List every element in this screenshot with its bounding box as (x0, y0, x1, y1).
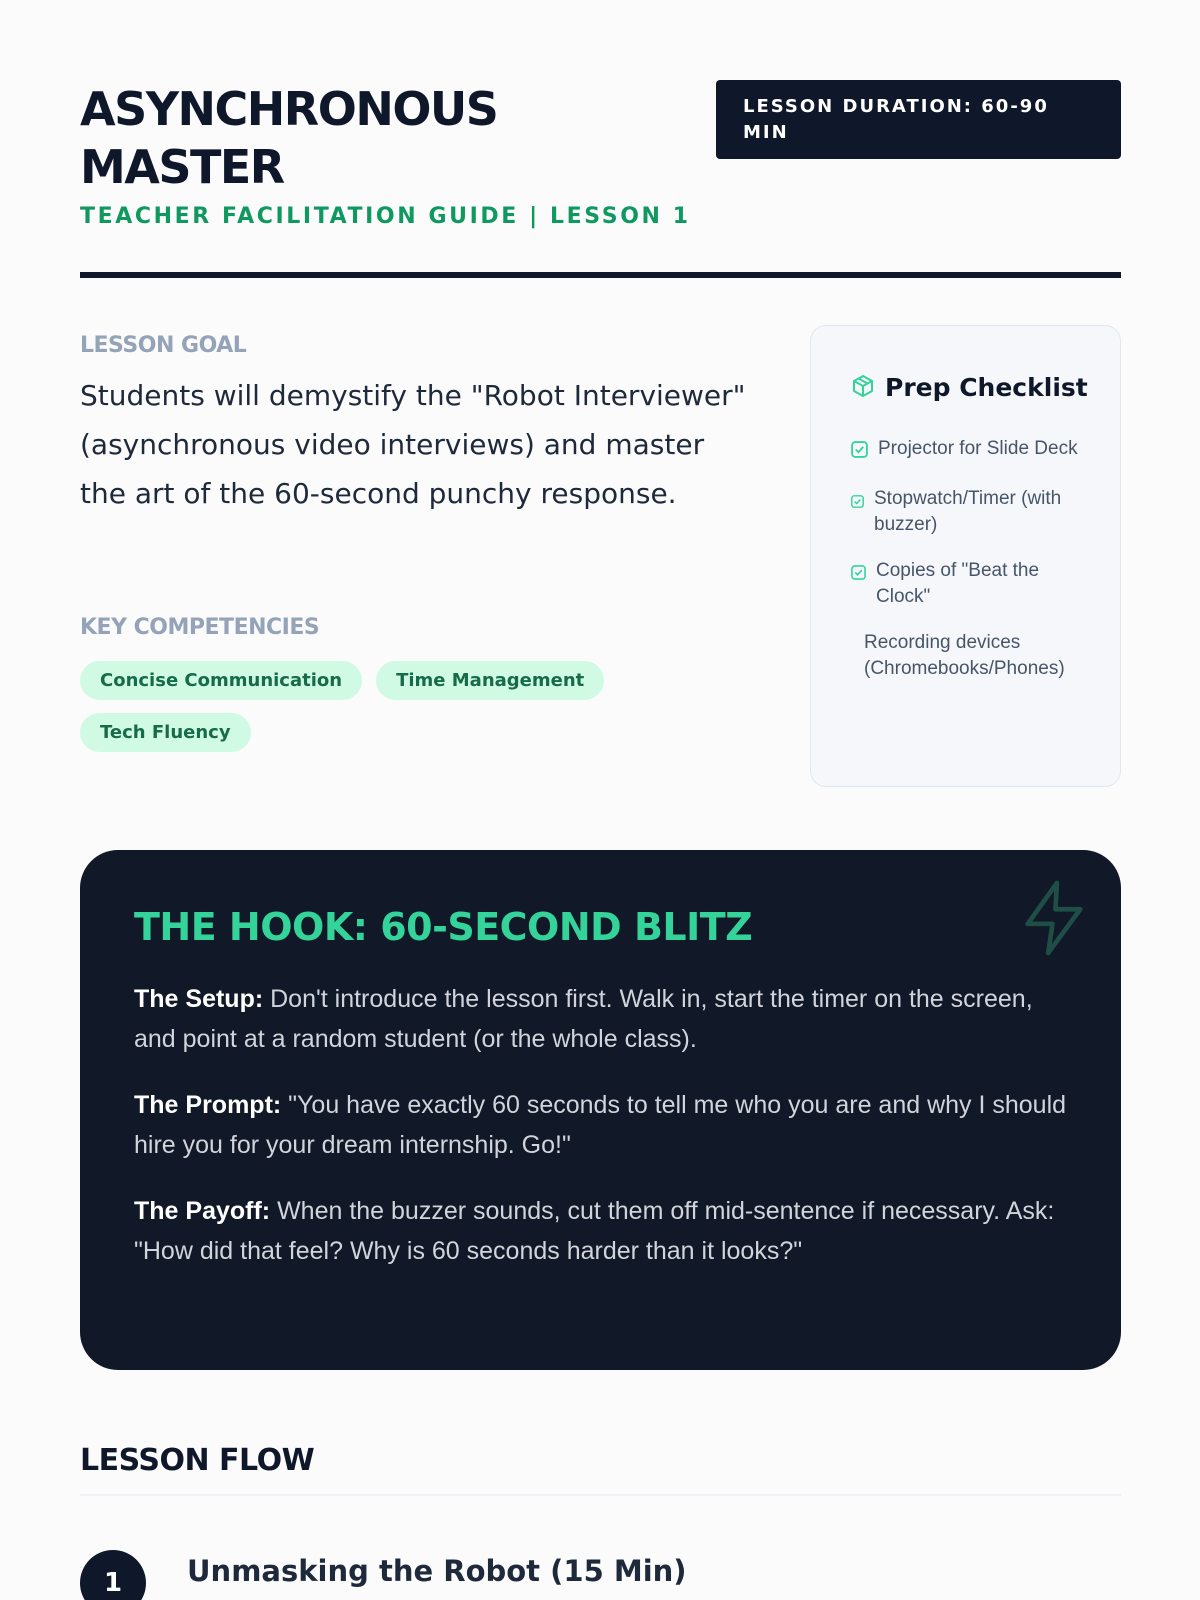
competencies-label: KEY COMPETENCIES (80, 615, 320, 640)
competency-chips (80, 661, 640, 752)
checklist-item (851, 486, 1092, 538)
checkbox-icon (851, 490, 864, 538)
checklist-item-label: Copies of "Beat the Clock" (876, 560, 1040, 607)
checklist-title: Prep Checklist (885, 373, 1088, 402)
header (80, 80, 1120, 277)
duration-badge: LESSON DURATION: 60-90 MIN (716, 80, 1121, 159)
header-divider (80, 272, 1121, 278)
competency-chip: Concise Communication (80, 661, 362, 700)
lesson-flow-title: LESSON FLOW (80, 1443, 315, 1478)
checklist-item-label: Stopwatch/Timer (with buzzer) (874, 488, 1062, 535)
hook-prompt-paragraph (134, 1085, 1067, 1165)
prep-checklist-card (810, 325, 1121, 787)
lesson-flow-step (80, 1550, 1120, 1600)
checklist-item-label: Projector for Slide Deck (878, 438, 1078, 459)
checklist-item (851, 630, 1092, 682)
cube-icon (851, 374, 875, 403)
hook-prompt-lead: The Prompt: (134, 1091, 282, 1119)
competency-chip: Tech Fluency (80, 713, 251, 752)
step-title: Unmasking the Robot (15 Min) (187, 1554, 687, 1588)
goal-section (80, 333, 1120, 850)
hook-setup-paragraph (134, 979, 1067, 1059)
hook-prompt-text: "You have exactly 60 seconds to tell me who you are and why I should hire you for your dream internship. Go!" (134, 1091, 1067, 1159)
step-number-badge: 1 (80, 1550, 146, 1600)
lightning-bolt-icon (1019, 880, 1089, 961)
lesson-goal-label: LESSON GOAL (80, 333, 247, 358)
checklist-item-label: Recording devices (Chromebooks/Phones) (864, 632, 1065, 679)
hook-payoff-lead: The Payoff: (134, 1197, 271, 1225)
checkbox-icon (851, 440, 868, 466)
checklist-header (851, 368, 1092, 408)
hook-payoff-paragraph (134, 1191, 1067, 1271)
hook-card (80, 850, 1121, 1370)
page-subtitle: TEACHER FACILITATION GUIDE | LESSON 1 (80, 204, 691, 229)
hook-setup-text: Don't introduce the lesson first. Walk in, start the timer on the screen, and point at a random student (or the whole class). (134, 985, 1033, 1053)
lesson-goal-text: Students will demystify the "Robot Interviewer" (asynchronous video interviews) and master the art of the 60-second punchy response. (80, 379, 746, 510)
checkbox-icon (851, 562, 866, 610)
lesson-flow-divider (80, 1494, 1121, 1496)
checklist-item (851, 558, 1092, 610)
hook-title: THE HOOK: 60-SECOND BLITZ (134, 905, 753, 949)
hook-payoff-text: When the buzzer sounds, cut them off mid-sentence if necessary. Ask: "How did that feel? Why is 60 seconds harder than it looks?" (134, 1197, 1055, 1265)
page-title: ASYNCHRONOUS MASTER (80, 82, 498, 194)
hook-setup-lead: The Setup: (134, 985, 264, 1013)
checklist-item (851, 436, 1092, 466)
competency-chip: Time Management (376, 661, 604, 700)
